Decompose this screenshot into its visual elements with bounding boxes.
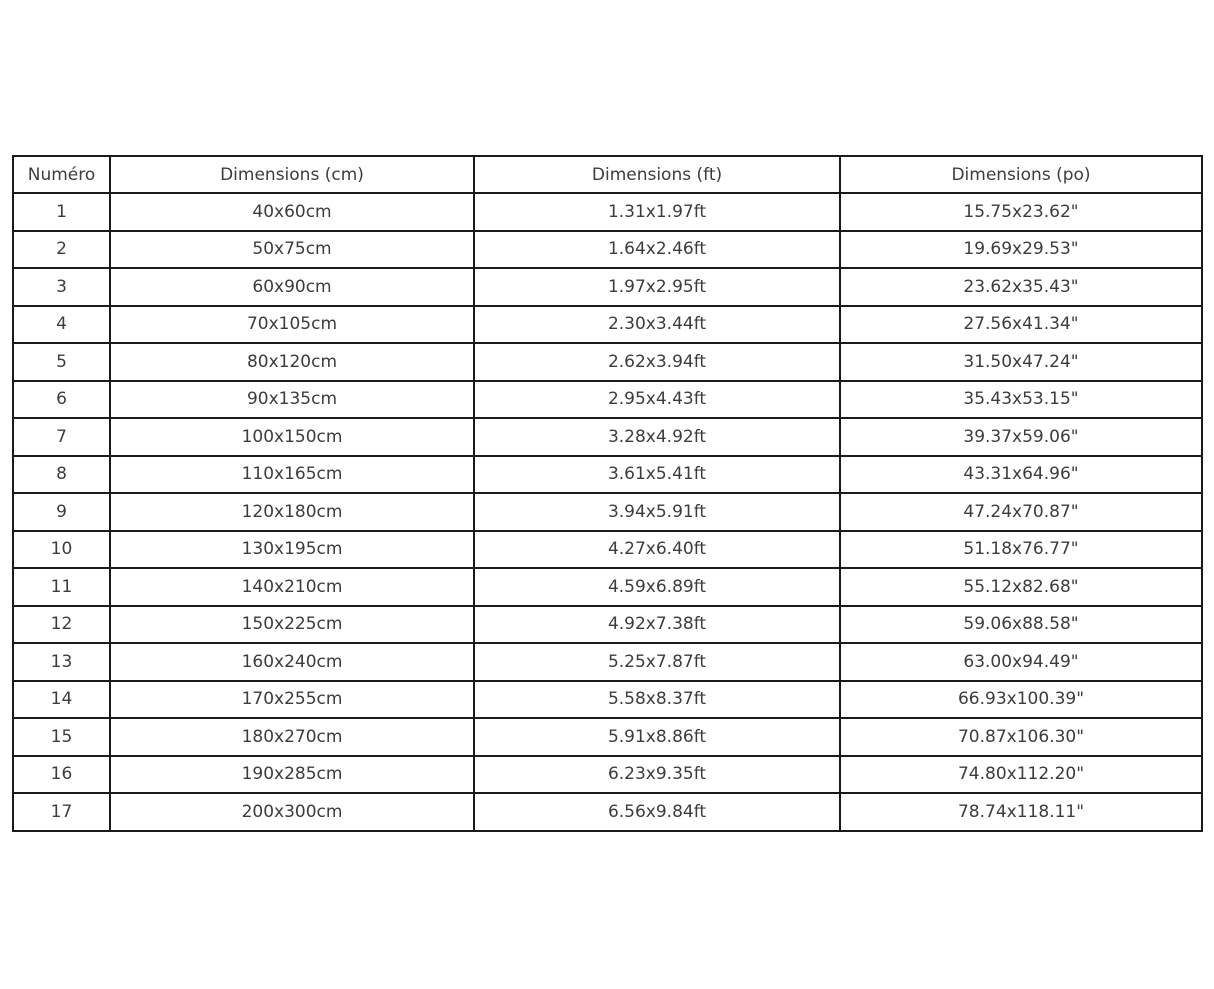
cell-dimensions-ft: 3.61x5.41ft	[474, 456, 840, 494]
cell-dimensions-cm: 60x90cm	[110, 268, 474, 306]
cell-dimensions-ft: 6.23x9.35ft	[474, 756, 840, 794]
cell-dimensions-ft: 3.94x5.91ft	[474, 493, 840, 531]
cell-dimensions-ft: 4.92x7.38ft	[474, 606, 840, 644]
cell-numero: 9	[13, 493, 110, 531]
cell-dimensions-po: 74.80x112.20"	[840, 756, 1202, 794]
cell-dimensions-ft: 3.28x4.92ft	[474, 418, 840, 456]
cell-numero: 12	[13, 606, 110, 644]
dimensions-table-container	[12, 155, 1203, 832]
cell-numero: 3	[13, 268, 110, 306]
cell-dimensions-po: 47.24x70.87"	[840, 493, 1202, 531]
table-row	[13, 606, 1202, 644]
cell-dimensions-po: 51.18x76.77"	[840, 531, 1202, 569]
cell-dimensions-po: 59.06x88.58"	[840, 606, 1202, 644]
cell-dimensions-po: 23.62x35.43"	[840, 268, 1202, 306]
cell-dimensions-cm: 180x270cm	[110, 718, 474, 756]
cell-dimensions-po: 70.87x106.30"	[840, 718, 1202, 756]
cell-numero: 7	[13, 418, 110, 456]
cell-numero: 13	[13, 643, 110, 681]
cell-dimensions-po: 55.12x82.68"	[840, 568, 1202, 606]
cell-numero: 16	[13, 756, 110, 794]
cell-dimensions-ft: 1.31x1.97ft	[474, 193, 840, 231]
cell-dimensions-ft: 2.62x3.94ft	[474, 343, 840, 381]
cell-dimensions-cm: 70x105cm	[110, 306, 474, 344]
cell-numero: 6	[13, 381, 110, 419]
table-body	[13, 193, 1202, 831]
cell-dimensions-cm: 110x165cm	[110, 456, 474, 494]
cell-dimensions-po: 78.74x118.11"	[840, 793, 1202, 831]
cell-dimensions-po: 66.93x100.39"	[840, 681, 1202, 719]
table-header-row	[13, 156, 1202, 193]
cell-dimensions-cm: 190x285cm	[110, 756, 474, 794]
cell-dimensions-po: 31.50x47.24"	[840, 343, 1202, 381]
table-row	[13, 381, 1202, 419]
cell-dimensions-po: 35.43x53.15"	[840, 381, 1202, 419]
table-row	[13, 793, 1202, 831]
table-row	[13, 343, 1202, 381]
cell-dimensions-cm: 140x210cm	[110, 568, 474, 606]
cell-dimensions-ft: 5.91x8.86ft	[474, 718, 840, 756]
cell-dimensions-cm: 40x60cm	[110, 193, 474, 231]
cell-dimensions-ft: 5.25x7.87ft	[474, 643, 840, 681]
cell-numero: 15	[13, 718, 110, 756]
cell-numero: 4	[13, 306, 110, 344]
cell-numero: 17	[13, 793, 110, 831]
table-row	[13, 681, 1202, 719]
cell-numero: 8	[13, 456, 110, 494]
cell-dimensions-ft: 1.97x2.95ft	[474, 268, 840, 306]
cell-dimensions-cm: 170x255cm	[110, 681, 474, 719]
cell-dimensions-cm: 80x120cm	[110, 343, 474, 381]
table-row	[13, 756, 1202, 794]
table-row	[13, 231, 1202, 269]
column-header-numero: Numéro	[13, 156, 110, 193]
cell-dimensions-po: 27.56x41.34"	[840, 306, 1202, 344]
table-row	[13, 268, 1202, 306]
cell-dimensions-cm: 160x240cm	[110, 643, 474, 681]
cell-dimensions-ft: 4.59x6.89ft	[474, 568, 840, 606]
column-header-po: Dimensions (po)	[840, 156, 1202, 193]
table-row	[13, 531, 1202, 569]
table-row	[13, 306, 1202, 344]
cell-dimensions-cm: 50x75cm	[110, 231, 474, 269]
cell-dimensions-ft: 5.58x8.37ft	[474, 681, 840, 719]
column-header-ft: Dimensions (ft)	[474, 156, 840, 193]
dimensions-conversion-table	[12, 155, 1203, 832]
table-row	[13, 493, 1202, 531]
cell-numero: 10	[13, 531, 110, 569]
cell-dimensions-ft: 6.56x9.84ft	[474, 793, 840, 831]
cell-dimensions-po: 19.69x29.53"	[840, 231, 1202, 269]
cell-dimensions-po: 15.75x23.62"	[840, 193, 1202, 231]
cell-numero: 11	[13, 568, 110, 606]
cell-dimensions-cm: 130x195cm	[110, 531, 474, 569]
cell-dimensions-po: 39.37x59.06"	[840, 418, 1202, 456]
cell-dimensions-cm: 100x150cm	[110, 418, 474, 456]
cell-dimensions-ft: 2.95x4.43ft	[474, 381, 840, 419]
cell-numero: 14	[13, 681, 110, 719]
cell-dimensions-cm: 200x300cm	[110, 793, 474, 831]
cell-dimensions-ft: 2.30x3.44ft	[474, 306, 840, 344]
cell-dimensions-cm: 150x225cm	[110, 606, 474, 644]
table-row	[13, 718, 1202, 756]
cell-dimensions-ft: 4.27x6.40ft	[474, 531, 840, 569]
cell-numero: 2	[13, 231, 110, 269]
table-row	[13, 418, 1202, 456]
table-row	[13, 456, 1202, 494]
cell-dimensions-cm: 90x135cm	[110, 381, 474, 419]
table-row	[13, 568, 1202, 606]
column-header-cm: Dimensions (cm)	[110, 156, 474, 193]
cell-dimensions-po: 43.31x64.96"	[840, 456, 1202, 494]
table-row	[13, 193, 1202, 231]
cell-numero: 5	[13, 343, 110, 381]
cell-dimensions-po: 63.00x94.49"	[840, 643, 1202, 681]
cell-numero: 1	[13, 193, 110, 231]
table-row	[13, 643, 1202, 681]
cell-dimensions-ft: 1.64x2.46ft	[474, 231, 840, 269]
cell-dimensions-cm: 120x180cm	[110, 493, 474, 531]
